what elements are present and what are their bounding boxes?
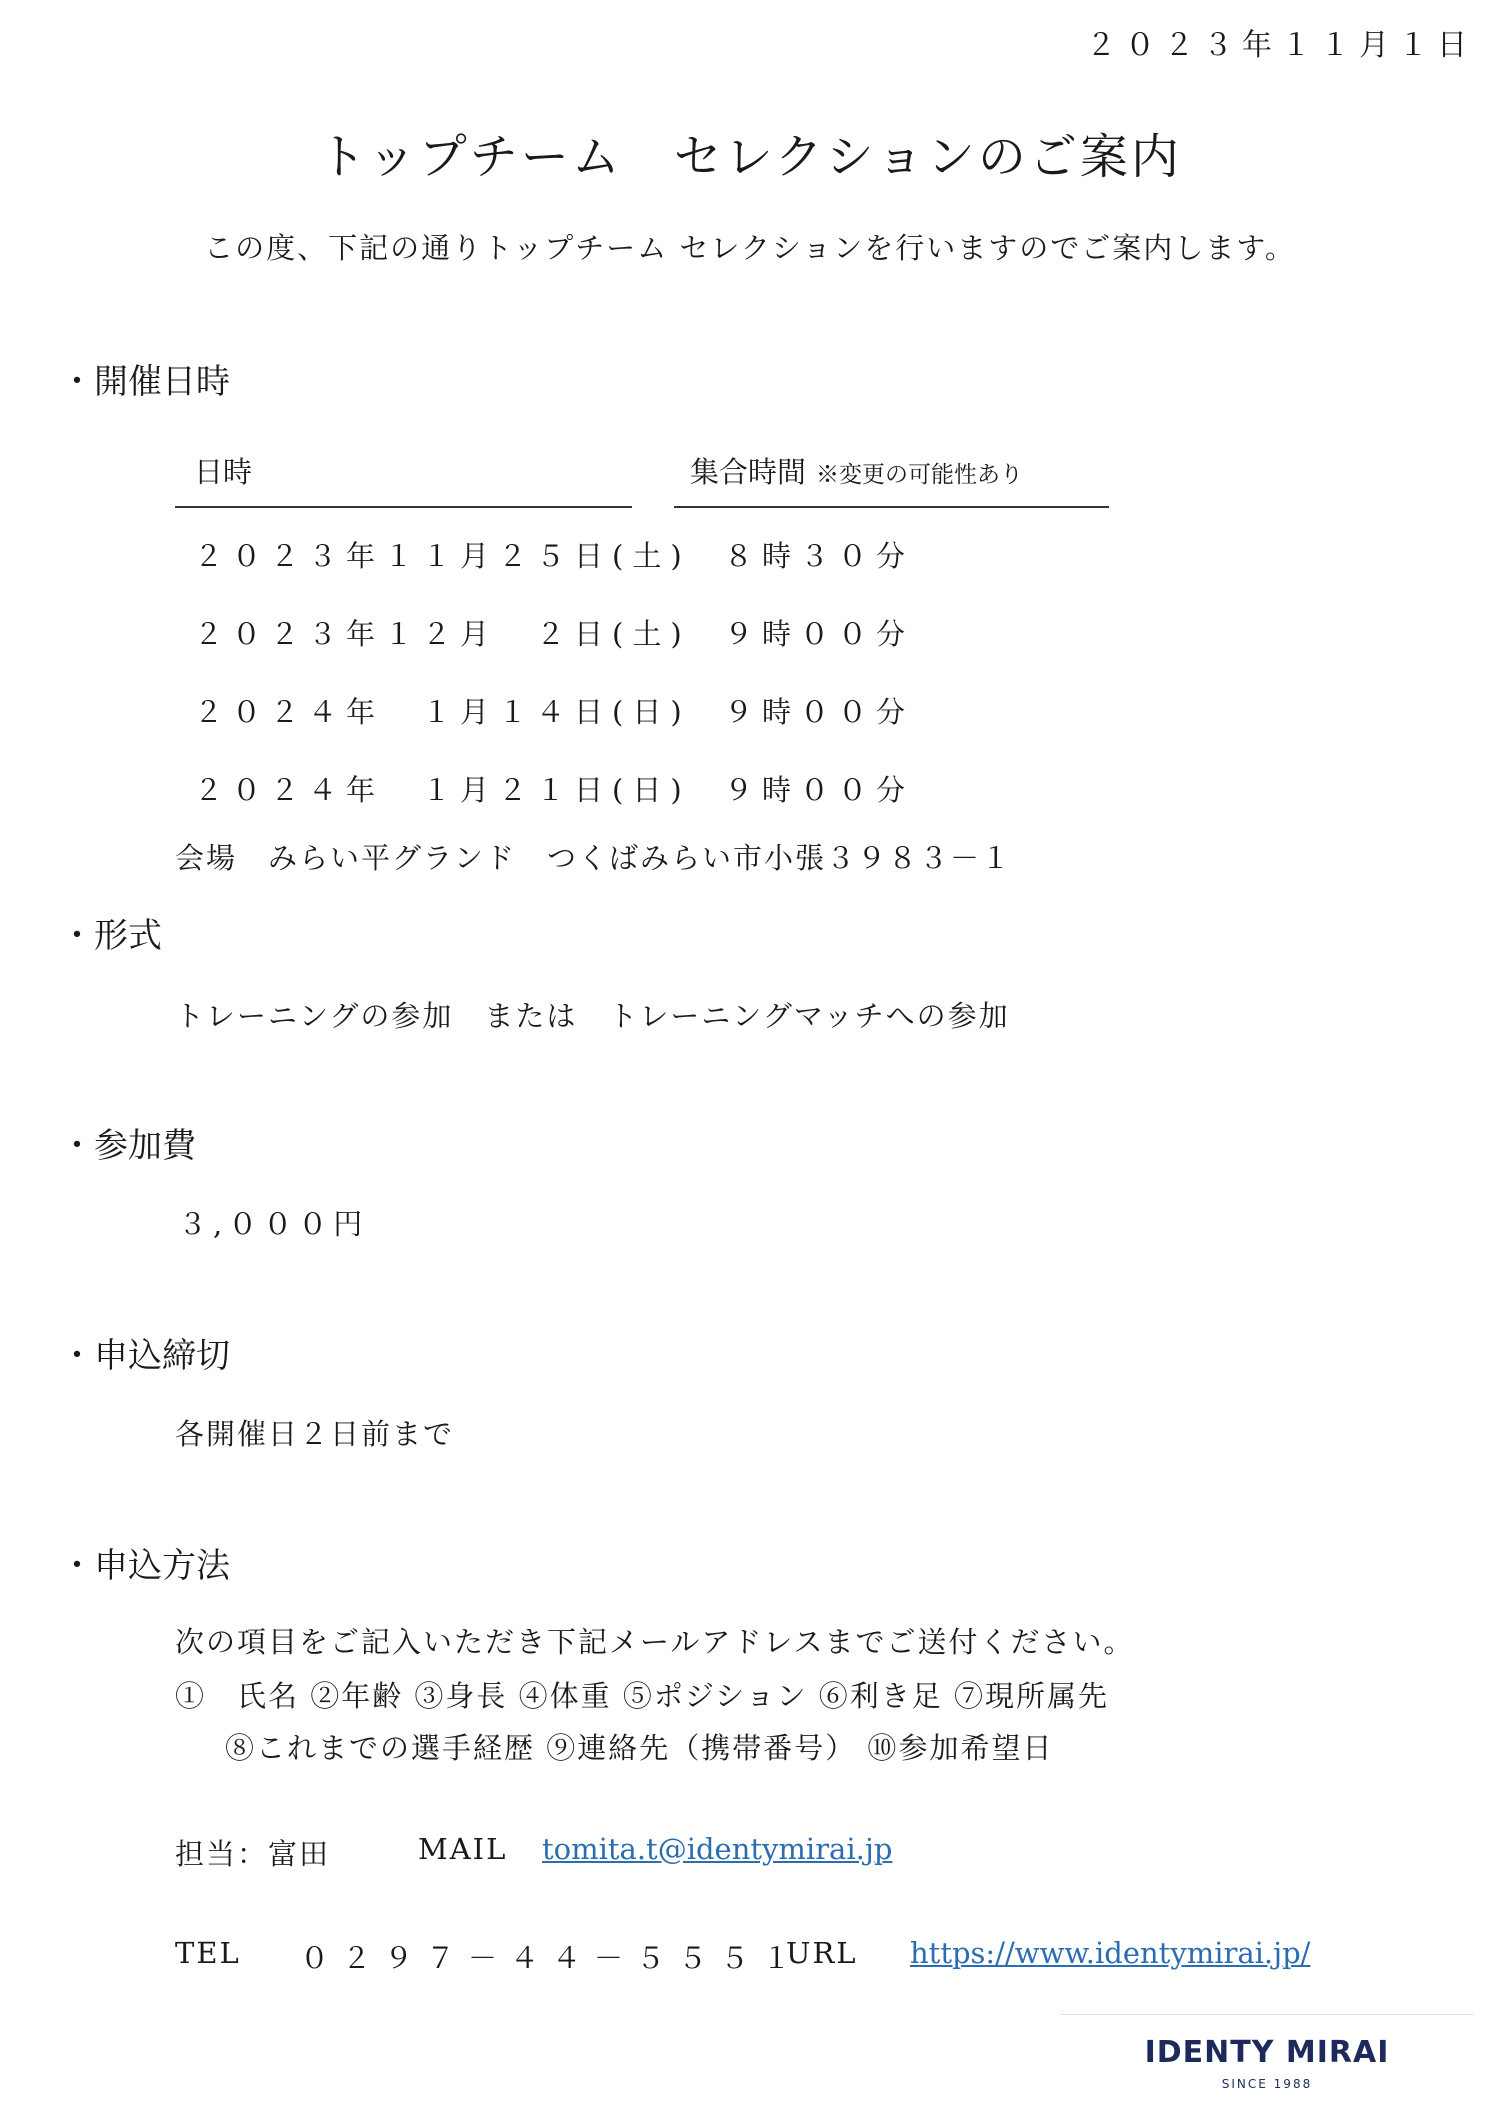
intro-text: この度、下記の通りトップチーム セレクションを行いますのでご案内します。 bbox=[204, 231, 1296, 265]
apply-line-2: ① 氏名 ②年齢 ③身長 ④体重 ⑤ポジション ⑥利き足 ⑦現所属先 bbox=[175, 1679, 1110, 1713]
url-label: URL bbox=[786, 1936, 858, 1970]
contact-person: 担当：富田 bbox=[175, 1837, 331, 1871]
schedule-row-date: ２０２４年 １月２１日(日) bbox=[194, 773, 691, 807]
schedule-row-time: ９時００分 bbox=[724, 695, 915, 729]
apply-line-3: ⑧これまでの選手経歴 ⑨連絡先（携帯番号） ⑩参加希望日 bbox=[225, 1731, 1054, 1765]
schedule-col-date: 日時 bbox=[194, 455, 253, 489]
tel-number: ０２９７－４４－５５５１ bbox=[300, 1941, 805, 1975]
schedule-row-time: ９時００分 bbox=[724, 617, 915, 651]
apply-heading: ・申込方法 bbox=[60, 1546, 230, 1586]
mail-link[interactable]: tomita.t@identymirai.jp bbox=[542, 1832, 893, 1866]
schedule-row-date: ２０２３年１１月２５日(土) bbox=[194, 539, 691, 573]
apply-line-1: 次の項目をご記入いただき下記メールアドレスまでご送付ください。 bbox=[175, 1625, 1135, 1659]
logo-since: SINCE 1988 bbox=[1221, 2077, 1313, 2091]
page-title: トップチーム セレクションのご案内 bbox=[318, 129, 1182, 185]
format-text: トレーニングの参加 または トレーニングマッチへの参加 bbox=[175, 999, 1010, 1033]
schedule-row-date: ２０２４年 １月１４日(日) bbox=[194, 695, 691, 729]
mail-label: MAIL bbox=[418, 1832, 508, 1866]
company-logo bbox=[1060, 2014, 1474, 2101]
schedule-row-time: ８時３０分 bbox=[724, 539, 915, 573]
logo-name: IDENTY MIRAI bbox=[1144, 2035, 1390, 2070]
fee-text: ３,０００円 bbox=[178, 1207, 369, 1241]
venue-text: 会場 みらい平グランド つくばみらい市小張３９８３－１ bbox=[175, 841, 1013, 875]
schedule-col-time-note: ※変更の可能性あり bbox=[816, 462, 1024, 488]
schedule-row-time: ９時００分 bbox=[724, 773, 915, 807]
schedule-date-rule bbox=[175, 506, 632, 508]
fee-heading: ・参加費 bbox=[60, 1126, 196, 1166]
deadline-heading: ・申込締切 bbox=[60, 1336, 230, 1376]
schedule-col-time bbox=[690, 450, 1023, 491]
format-heading: ・形式 bbox=[60, 916, 162, 956]
deadline-text: 各開催日２日前まで bbox=[175, 1417, 455, 1451]
schedule-time-rule bbox=[674, 506, 1109, 508]
schedule-col-time-label: 集合時間 bbox=[690, 455, 807, 489]
tel-label: TEL bbox=[175, 1936, 241, 1970]
document-date: ２０２３年１１月１日 bbox=[1086, 28, 1476, 63]
schedule-row-date: ２０２３年１２月 ２日(土) bbox=[194, 617, 691, 651]
schedule-heading: ・開催日時 bbox=[60, 362, 230, 402]
url-link[interactable]: https://www.identymirai.jp/ bbox=[910, 1936, 1311, 1970]
